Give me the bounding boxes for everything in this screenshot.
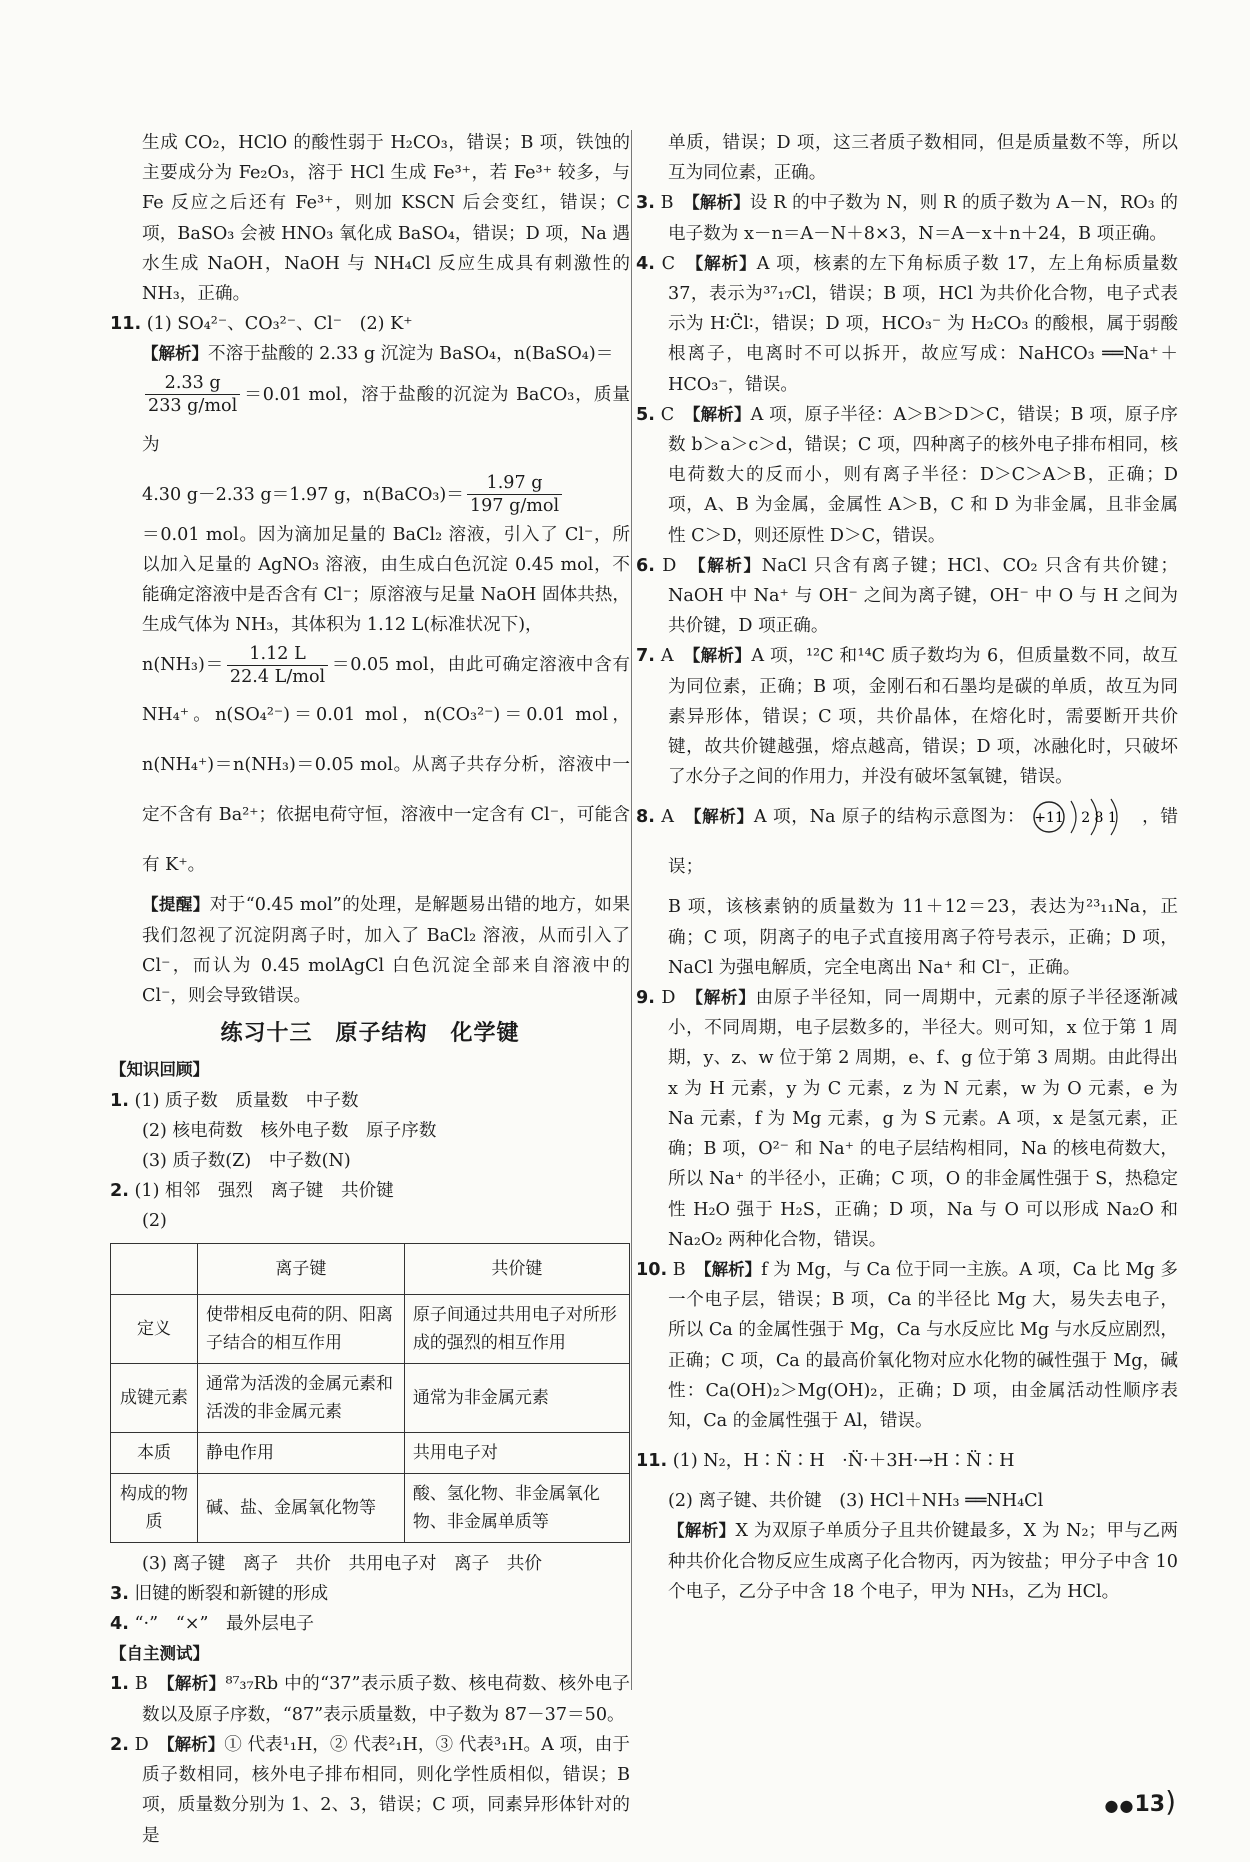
review-1-3: (3) 质子数(Z) 中子数(N) xyxy=(142,1151,351,1172)
table-header-cell: 离子键 xyxy=(198,1243,405,1294)
fraction: $\frac{2.33 g}{\text{233 g/mol}}$ xyxy=(145,372,240,417)
answer-6: 6. D 【解析】NaCl 只含有离子键；HCl、CO₂ 只含有共价键；NaOH 中 Na⁺ 与 OH⁻ 之间为离子键，OH⁻ 中 O 与 H 之间为共价键，D 项正确。 xyxy=(636,555,1179,637)
swirl-decoration: ) xyxy=(1165,1785,1176,1818)
table-cell: 原子间通过共用电子对所形成的强烈的相互作用 xyxy=(404,1294,629,1363)
answer-5: 5. C 【解析】A 项，原子半径：A＞B＞D＞C，错误；B 项，原子序数 b＞a＞c＞d，错误；C 项，四种离子的核外电子排布相同，核电荷数大的反而小，则有离子半径：D＞C＞A＞B，正确；D 项，A、B 为金属，金属性 A＞B，C 和 D 为非金属，且非金属性 C＞D，则还原性 D＞C，错误。 xyxy=(636,404,1179,546)
fraction: $\frac{1.12 L}{\text{22.4 L/mol}}$ xyxy=(227,643,328,688)
paragraph: 生成 CO₂，HClO 的酸性弱于 H₂CO₃，错误；B 项，铁蚀的主要成分为 Fe₂O₃，溶于 HCl 生成 Fe³⁺，若 Fe³⁺ 较多，与 Fe 反应之后还有 Fe³⁺，则加 KSCN 后会变红，错误；C 项，BaSO₃ 会被 HNO₃ 氧化成 BaSO₄，错误；D 项，Na 遇水生成 NaOH，NaOH 与 NH₄Cl 反应生成具有刺激性的 NH₃，正确。 xyxy=(142,133,630,305)
analysis-11-cont: ＝0.01 mol。因为滴加足量的 BaCl₂ 溶液，引入了 Cl⁻，所以加入足量的 AgNO₃ 溶液，由生成白色沉淀 0.45 mol，不能确定溶液中是否含有 Cl⁻；原溶液与足量 NaOH 固体共热，生成气体为 NH₃，其体积为 1.12 L(标准状况下)， xyxy=(142,524,630,636)
table-row xyxy=(111,1432,630,1473)
review-1-2: (2) 核电荷数 核外电子数 原子序数 xyxy=(142,1120,437,1141)
table-header-cell: 共价键 xyxy=(404,1243,629,1294)
bond-comparison-table xyxy=(110,1243,630,1543)
table-cell: 酸、氢化物、非金属氧化物、非金属单质等 xyxy=(404,1473,629,1542)
table-cell: 碱、盐、金属氧化物等 xyxy=(198,1473,405,1542)
table-cell: 定义 xyxy=(111,1294,198,1363)
self-test-heading: 【自主测试】 xyxy=(110,1644,209,1664)
review-heading: 【知识回顾】 xyxy=(110,1060,209,1080)
column-divider xyxy=(631,130,632,1690)
tip: 【提醒】对于“0.45 mol”的处理，是解题易出错的地方，如果我们忽视了沉淀阴离子时，加入了 BaCl₂ 溶液，从而引入了 Cl⁻，而认为 0.45 molAgCl 白色沉淀全部来自溶液中的 Cl⁻，则会导致错误。 xyxy=(142,895,630,1007)
analysis-11: 【解析】不溶于盐酸的 2.33 g 沉淀为 BaSO₄，n(BaSO₄)＝ xyxy=(142,344,614,365)
table-cell: 构成的物质 xyxy=(111,1473,198,1542)
table-cell: 使带相反电荷的阴、阳离子结合的相互作用 xyxy=(198,1294,405,1363)
analysis-11: 【解析】X 为双原子单质分子且共价键最多，X 为 N₂；甲与乙两种共价化合物反应生成离子化合物丙，丙为铵盐；甲分子中含 10 个电子，乙分子中含 18 个电子，甲为 NH₃，乙为 HCl。 xyxy=(668,1521,1179,1602)
review-4: 4. “·” “×” 最外层电子 xyxy=(110,1614,315,1635)
answer-9: 9. D 【解析】由原子半径知，同一周期中，元素的原子半径逐渐减小，不同周期，电子层数多的，半径大。则可知，x 位于第 1 周期，y、z、w 位于第 2 周期，e、f、g 位于第 3 周期。由此得出 x 为 H 元素，y 为 C 元素，z 为 N 元素，w 为 O 元素，e 为 Na 元素，f 为 Mg 元素，g 为 S 元素。A 项，x 是氢元素，正确；B 项，O²⁻ 和 Na⁺ 的电子层结构相同，Na 的核电荷数大，所以 Na⁺ 的半径小，正确；C 项，O 的非金属性强于 S，热稳定性 H₂O 强于 H₂S，正确；D 项，Na 与 O 可以形成 Na₂O 和 Na₂O₂ 两种化合物，错误。 xyxy=(636,988,1178,1250)
review-2: 2. (1) 相邻 强烈 离子键 共价键 xyxy=(110,1181,394,1202)
answer-7: 7. A 【解析】A 项，¹²C 和¹⁴C 质子数均为 6，但质量数不同，故互为同位素，正确；B 项，金刚石和石墨均是碳的单质，故互为同素异形体，错误；C 项，共价晶体，在熔化时，需要断开共价键，故共价键越强，熔点越高，错误；D 项，冰融化时，只破坏了水分子之间的作用力，并没有破坏氢氧键，错误。 xyxy=(636,646,1178,788)
table-cell: 通常为非金属元素 xyxy=(404,1363,629,1432)
table-cell: 共用电子对 xyxy=(404,1432,629,1473)
left-column xyxy=(110,128,630,1851)
atom-nucleus-label: +11 xyxy=(1034,810,1065,827)
table-cell: 静电作用 xyxy=(198,1432,405,1473)
table-cell: 通常为活泼的金属元素和活泼的非金属元素 xyxy=(198,1363,405,1432)
answer-8: 8. A 【解析】A 项，Na 原子的结构示意图为： +11 2 8 1 ，错误； xyxy=(636,792,1178,892)
table-header-cell xyxy=(111,1243,198,1294)
answer-8-cont: B 项，该核素钠的质量数为 11＋12＝23，表达为²³₁₁Na，正确；C 项，阴离子的电子式直接用离子符号表示，正确；D 项，NaCl 为强电解质，完全电离出 Na⁺ 和 Cl⁻，正确。 xyxy=(668,897,1178,978)
atom-shell-electrons: 2 8 1 xyxy=(1081,810,1118,827)
answer-3: 3. B 【解析】设 R 的中子数为 N，则 R 的质子数为 A－N，RO₃ 的电子数为 x－n＝A－N＋8×3，N＝A－x＋n＋24，B 项正确。 xyxy=(636,193,1179,244)
sodium-atom-structure-diagram xyxy=(1029,795,1141,839)
analysis-11-frac3: n(NH₃)＝ $\frac{1.12 L}{\text{22.4 L/mol}}$ ＝0.05 mol，由此可确定溶液中含有 NH₄⁺。n(SO₄²⁻)＝0.01 mol，n(CO₃²⁻)＝0.01 mol，n(NH₄⁺)＝n(NH₃)＝0.05 mol。从离子共存分析，溶液中一定不含有 Ba²⁺；依据电荷守恒，溶液中一定含有 Cl⁻，可能含有 K⁺。 xyxy=(142,643,631,876)
answer-11: 11. (1) SO₄²⁻、CO₃²⁻、Cl⁻ (2) K⁺ xyxy=(110,314,413,335)
review-2-2: (2) xyxy=(142,1211,167,1232)
table-cell: 本质 xyxy=(111,1432,198,1473)
answer-10: 10. B 【解析】f 为 Mg，与 Ca 位于同一主族。A 项，Ca 比 Mg 多一个电子层，错误；B 项，Ca 的半径比 Mg 大，易失去电子，所以 Ca 的金属性强于 Mg，Ca 与水反应比 Mg 与水反应剧烈，正确；C 项，Ca 的最高价氧化物对应水化物的碱性强于 Mg，碱性：Ca(OH)₂＞Mg(OH)₂，正确；D 项，由金属活动性顺序表知，Ca 的金属性强于 Al，错误。 xyxy=(636,1259,1178,1431)
review-1: 1. (1) 质子数 质量数 中子数 xyxy=(110,1090,359,1111)
right-column xyxy=(636,128,1178,1607)
analysis-11-frac1: $\frac{2.33 g}{\text{233 g/mol}}$ ＝0.01 mol，溶于盐酸的沉淀为 BaCO₃，质量为 xyxy=(142,373,630,455)
table-cell: 成键元素 xyxy=(111,1363,198,1432)
answer-11: 11. (1) N₂，H∶N̈∶H ·N̈·＋3H·→H∶N̈∶H xyxy=(636,1451,1015,1472)
table-row xyxy=(111,1363,630,1432)
answer-4: 4. C 【解析】A 项，核素的左下角标质子数 17，左上角标质量数 37，表示为³⁷₁₇Cl，错误；B 项，HCl 为共价化合物，电子式表示为 H∶C̈l∶，错误；D 项，HCO₃⁻ 为 H₂CO₃ 的酸根，属于弱酸根离子，电离时不可以拆开，故应写成：NaHCO₃ ══Na⁺＋HCO₃⁻，错误。 xyxy=(636,253,1179,395)
review-3: 3. 旧键的断裂和新键的形成 xyxy=(110,1583,329,1604)
paragraph: 单质，错误；D 项，这三者质子数相同，但是质量数不等，所以互为同位素，正确。 xyxy=(668,133,1178,184)
review-2-3: (3) 离子键 离子 共价 共用电子对 离子 共价 xyxy=(142,1553,542,1574)
table-row xyxy=(111,1294,630,1363)
self-test-1: 1. B 【解析】⁸⁷₃₇Rb 中的“37”表示质子数、核电荷数、核外电子数以及原子序数，“87”表示质量数，中子数为 87－37＝50。 xyxy=(110,1674,630,1725)
self-test-2: 2. D 【解析】① 代表¹₁H，② 代表²₁H，③ 代表³₁H。A 项，由于质子数相同，核外电子排布相同，则化学性质相似，错误；B 项，质量数分别为 1、2、3，错误；C 项，同素异形体针对的是 xyxy=(110,1734,630,1846)
fraction: $\frac{1.97 g}{\text{197 g/mol}}$ xyxy=(467,472,562,517)
page-number: ●●13) xyxy=(1104,1785,1176,1818)
analysis-11-frac2: 4.30 g－2.33 g＝1.97 g，n(BaCO₃)＝ $\frac{1.97 g}{\text{197 g/mol}}$ xyxy=(110,470,630,520)
dots-decoration: ●● xyxy=(1104,1796,1135,1815)
answer-11-2: (2) 离子键、共价键 (3) HCl＋NH₃ ══NH₄Cl xyxy=(668,1491,1044,1512)
table-row xyxy=(111,1473,630,1542)
section-title: 练习十三 原子结构 化学键 xyxy=(220,1021,520,1047)
table-header-row xyxy=(111,1243,630,1294)
